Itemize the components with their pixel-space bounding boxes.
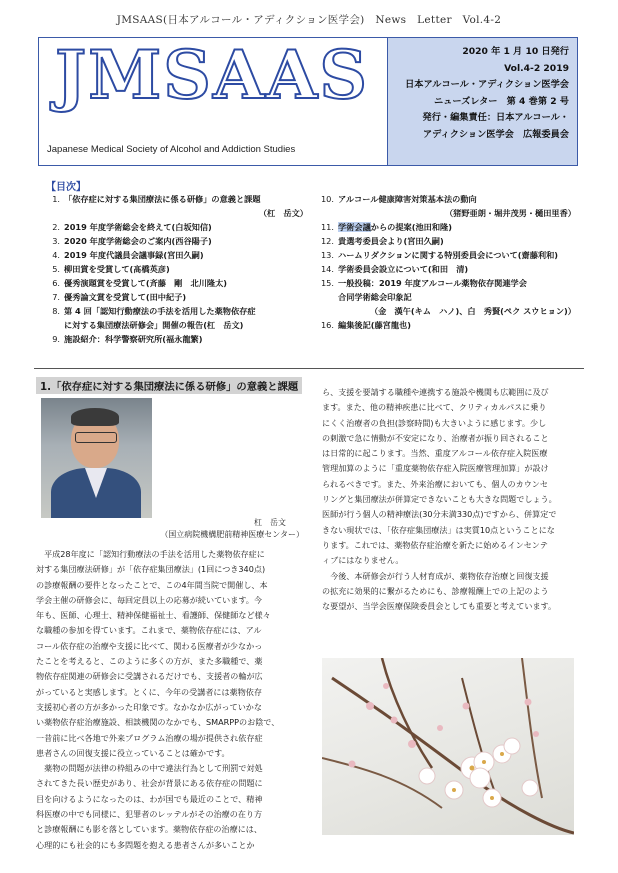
- body-line: ます。また、他の精神疾患に比べて、クリティカルパスに乗り: [322, 402, 547, 413]
- publisher-line-1: 発行・編集責任：日本アルコール・: [422, 112, 569, 123]
- blossom-illustration: [322, 658, 574, 835]
- toc-item-author: （猪野亜朗・堀井茂男・樋田里香）: [444, 208, 576, 218]
- toc-item[interactable]: 13. ハームリダクションに関する特別委員会について(齋藤利和): [320, 250, 559, 260]
- toc-item-author: （杠 岳文）: [258, 208, 308, 218]
- article-author: [150, 517, 304, 541]
- article-body-left: [36, 547, 279, 853]
- toc-heading: 【目次】: [46, 182, 86, 193]
- society-name-english: Japanese Medical Society of Alcohol and Addiction Studies: [47, 144, 296, 155]
- toc-item[interactable]: 9. 施設紹介：科学警察研究所(福永龍繁): [52, 334, 203, 344]
- body-line: たことを考えると、このように多くの方が、また多職種で、薬: [36, 656, 263, 667]
- body-line: 管理加算のように「重度薬物依存症入院医療管理加算」が設け: [322, 463, 549, 474]
- toc-item[interactable]: 12. 貴選考委員会より(宮田久嗣): [320, 236, 444, 246]
- toc-left-column: [44, 192, 312, 346]
- body-line: 学会主催の研修会に、毎回定員以上の応募が続いています。今: [36, 594, 262, 605]
- running-header: JMSAAS(日本アルコール・アディクション医学会) News Letter Vol.4-2: [116, 14, 502, 26]
- article-body-right: [322, 385, 557, 614]
- body-line: い薬物依存症治療施設、相談機関のなかでも、SMARPPのお陰で、: [36, 717, 280, 728]
- body-line: ら、支援を要請する職種や連携する施設や機関も広範囲に及び: [322, 387, 549, 397]
- plum-blossom-photo: [322, 658, 574, 835]
- body-line: 医師が行う個人の精神療法(30分未満330点)ですから、併算定で: [322, 509, 557, 520]
- toc-item-continuation: に対する集団療法研修会」開催の報告(杠 岳文): [64, 320, 244, 330]
- toc-item[interactable]: 11. 学術会議からの提案(池田和隆): [320, 222, 452, 232]
- body-line: 心理的にも社会的にも多問題を抱える患者さんが多いことか: [36, 839, 255, 850]
- author-name: 杠 岳文: [254, 518, 286, 527]
- body-line: と診療報酬にも影を落としています。薬物依存症の治療には、: [36, 824, 262, 835]
- body-line: 対する集団療法研修」が「依存症集団療法」(1回につき340点): [36, 564, 266, 575]
- toc-item[interactable]: 3. 2020 年度学術総会のご案内(西谷陽子): [52, 236, 212, 246]
- body-line: 支援初心者の方が多かった印象です。なかなか広がっていかな: [36, 701, 262, 712]
- body-line: 薬物の問題が法律の枠組みの中で違法行為として刑罰で対処: [36, 763, 263, 774]
- toc-item[interactable]: 16. 編集後記(藤宮龍也): [320, 320, 411, 330]
- masthead: [38, 37, 578, 166]
- body-line: 今後、本研修会が行う人材育成が、薬物依存治療と回復支援: [322, 570, 549, 581]
- issue-date: 2020 年 1 月 10 日発行: [462, 46, 569, 57]
- body-line: 科医療の中でも同様に、犯罪者のレッテルがその治療の在り方: [36, 809, 263, 820]
- toc-item[interactable]: 4. 2019 年度代議員会議事録(宮田久嗣): [52, 250, 204, 260]
- issue-info-panel: [388, 38, 577, 165]
- body-line: な職種の参加を得ています。これまで、薬物依存症には、アル: [36, 625, 262, 636]
- body-line: 患者さんの回復支援に役立っていることは確かです。: [36, 747, 230, 758]
- toc-item[interactable]: 1. 「依存症に対する集団療法に係る研修」の意義と課題: [52, 194, 261, 204]
- toc-right-column: [318, 192, 580, 332]
- author-photo: [41, 398, 152, 518]
- highlighted-text: 学術会議: [338, 222, 371, 232]
- newsletter-number: ニューズレター 第 4 巻第 2 号: [433, 95, 569, 107]
- body-line: な要望が、当学会医療保険委員会としても重要と考えています。: [322, 601, 557, 612]
- body-line: の診療報酬の要件となったことで、この4年間当院で開催し、本: [36, 579, 268, 590]
- article-title: 1.「依存症に対する集団療法に係る研修」の意義と課題: [36, 377, 302, 394]
- toc-item[interactable]: 8. 第 4 回「認知行動療法の手法を活用した薬物依存症: [52, 306, 256, 316]
- toc-item-author: （金 漢午(キム ハノ)、白 秀賢(ペク スウヒョン)）: [369, 306, 576, 316]
- body-line: がっていると実感します。とくに、今年の受講者には薬物依存: [36, 686, 262, 697]
- body-line: コール依存症の治療や支援に比べて、関わる医療者が少なかっ: [36, 640, 263, 651]
- body-line: にくく治療者の負担(診察時間)も大きいように感じます。少し: [322, 417, 547, 428]
- society-name: 日本アルコール・アディクション医学会: [405, 79, 569, 90]
- body-line: 物依存症関連の研修会に受講されるだけでも、支援者の輪が広: [36, 671, 263, 682]
- toc-item[interactable]: 2. 2019 年度学術総会を終えて(白坂知信): [52, 222, 212, 232]
- body-line: ィブにはなりません。: [322, 555, 404, 566]
- body-line: の拡充に効果的に繋がるためにも、診療報酬上での上記のよう: [322, 585, 549, 596]
- body-line: 一昔前に比べ各地で外来プログラム治療の場が提供され依存症: [36, 732, 263, 743]
- publisher-line-2: アディクション医学会 広報委員会: [422, 128, 569, 140]
- body-line: 目を向けるようになったのは、わが国でも最近のことで、精神: [36, 793, 263, 804]
- body-line: 年も、医師、心理士、精神保健福祉士、看護師、保健師など様々: [36, 610, 271, 621]
- jmsaas-logo: JMSAAS: [55, 36, 370, 114]
- masthead-logo-area: [39, 38, 388, 165]
- toc-item[interactable]: 7. 優秀論文賞を受賞して(田中紀子): [52, 292, 187, 302]
- body-line: ります。これでは、薬物依存症治療を新たに始めるインセンテ: [322, 539, 548, 550]
- toc-item-continuation: 合同学術総会印象記: [338, 292, 412, 302]
- body-line: リングと集団療法が併算定できないことも大きな問題でしょう。: [322, 494, 557, 505]
- body-line: られるべきです。また、外来治療においても、個人のカウンセ: [322, 478, 548, 489]
- section-divider: [34, 368, 584, 369]
- body-line: の刺激で急に情動が不安定になり、治療者が振り回されること: [322, 432, 549, 443]
- body-line: は日常的に起こります。当然、重度アルコール依存症入院医療: [322, 448, 548, 459]
- body-line: 平成28年度に「認知行動療法の手法を活用した薬物依存症に: [36, 549, 265, 559]
- toc-item[interactable]: 14. 学術委員会設立について(和田 清): [320, 264, 469, 274]
- toc-item[interactable]: 15. 一般投稿：2019 年度アルコール薬物依存関連学会: [320, 278, 527, 288]
- toc-item[interactable]: 10. アルコール健康障害対策基本法の動向: [320, 194, 477, 204]
- body-line: きない現状では、「依存症集団療法」は実質10点ということにな: [322, 524, 555, 535]
- body-line: されてきた長い歴史があり、社会が背景にある依存症の問題に: [36, 778, 263, 789]
- toc-item[interactable]: 5. 柳田賞を受賞して(髙橋英彦): [52, 264, 170, 274]
- toc-item[interactable]: 6. 優秀演題賞を受賞して(斉藤 剛 北川隆太): [52, 278, 228, 288]
- author-affiliation: （国立病院機構肥前精神医療センター）: [160, 530, 304, 539]
- issue-volume: Vol.4-2 2019: [504, 62, 569, 74]
